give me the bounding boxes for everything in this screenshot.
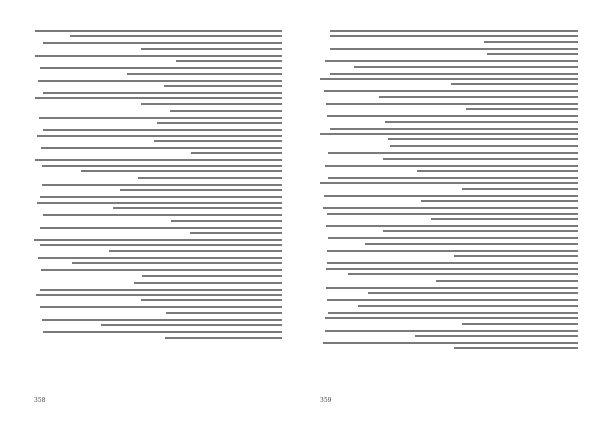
text-paragraph: [34, 331, 282, 338]
text-paragraph: [320, 165, 578, 172]
text-paragraph: [320, 48, 578, 55]
text-line: [330, 48, 578, 50]
text-line: [325, 330, 578, 332]
text-line: [436, 280, 578, 282]
text-paragraph: [34, 257, 282, 264]
text-paragraph: [34, 92, 282, 105]
text-line: [383, 158, 578, 160]
text-paragraph: [320, 342, 578, 349]
text-paragraph: [320, 30, 578, 43]
text-line: [328, 177, 578, 179]
text-line: [385, 121, 578, 123]
left-page-text: [34, 30, 282, 385]
text-line: [138, 177, 282, 179]
text-line: [141, 103, 282, 105]
text-line: [171, 220, 282, 222]
text-line: [42, 184, 282, 186]
text-line: [327, 250, 578, 252]
text-paragraph: [34, 269, 282, 276]
text-line: [487, 53, 578, 55]
text-line: [320, 78, 578, 80]
text-line: [81, 170, 282, 172]
text-line: [326, 287, 578, 289]
text-line: [328, 237, 578, 239]
text-paragraph: [320, 90, 578, 97]
text-line: [36, 294, 282, 296]
text-line: [42, 165, 282, 167]
text-line: [191, 152, 282, 154]
text-line: [326, 103, 578, 105]
text-line: [38, 80, 282, 82]
text-line: [325, 165, 578, 167]
text-line: [330, 73, 578, 75]
text-line: [37, 202, 282, 204]
text-paragraph: [320, 145, 578, 147]
text-line: [365, 243, 578, 245]
text-line: [43, 331, 282, 333]
text-paragraph: [320, 287, 578, 294]
text-line: [157, 122, 282, 124]
text-line: [327, 115, 578, 117]
text-paragraph: [34, 289, 282, 302]
text-line: [330, 128, 578, 130]
text-paragraph: [34, 42, 282, 49]
text-paragraph: [320, 250, 578, 257]
left-page-number: 358: [34, 397, 46, 404]
text-paragraph: [34, 117, 282, 124]
text-line: [141, 48, 282, 50]
text-line: [34, 239, 282, 241]
text-paragraph: [34, 129, 282, 142]
text-paragraph: [320, 280, 578, 282]
text-line: [320, 133, 578, 135]
text-paragraph: [34, 196, 282, 209]
text-line: [466, 108, 578, 110]
text-line: [348, 273, 578, 275]
text-line: [326, 268, 578, 270]
text-paragraph: [34, 306, 282, 313]
text-paragraph: [34, 30, 282, 37]
text-paragraph: [320, 177, 578, 190]
text-paragraph: [320, 73, 578, 86]
text-line: [383, 230, 578, 232]
text-paragraph: [320, 312, 578, 325]
text-line: [120, 189, 282, 191]
text-line: [327, 299, 578, 301]
text-line: [164, 85, 282, 87]
text-line: [190, 232, 282, 234]
text-line: [40, 227, 282, 229]
text-line: [40, 196, 282, 198]
text-paragraph: [320, 330, 578, 337]
text-line: [134, 282, 282, 284]
text-line: [327, 213, 578, 215]
text-line: [166, 312, 282, 314]
text-line: [388, 138, 578, 140]
text-line: [354, 66, 578, 68]
text-line: [330, 30, 578, 32]
text-paragraph: [34, 184, 282, 191]
text-line: [328, 152, 578, 154]
text-paragraph: [34, 67, 282, 74]
right-page-number: 359: [320, 397, 332, 404]
text-paragraph: [320, 237, 578, 244]
text-line: [454, 255, 578, 257]
text-line: [154, 140, 282, 142]
text-line: [43, 214, 282, 216]
text-line: [113, 207, 282, 209]
text-line: [101, 324, 282, 326]
text-line: [40, 306, 282, 308]
text-line: [37, 135, 282, 137]
text-line: [40, 244, 282, 246]
text-line: [72, 262, 282, 264]
text-line: [39, 117, 282, 119]
text-line: [451, 83, 578, 85]
text-line: [358, 305, 578, 307]
text-line: [176, 60, 282, 62]
text-line: [454, 347, 578, 349]
text-paragraph: [320, 60, 578, 67]
text-paragraph: [34, 147, 282, 154]
text-line: [327, 262, 578, 264]
text-paragraph: [34, 177, 282, 179]
text-line: [421, 200, 578, 202]
text-line: [40, 67, 282, 69]
text-line: [43, 42, 282, 44]
text-line: [462, 323, 578, 325]
text-paragraph: [320, 207, 578, 220]
text-line: [323, 207, 578, 209]
text-paragraph: [320, 299, 578, 306]
text-paragraph: [34, 110, 282, 112]
text-line: [325, 60, 578, 62]
text-line: [127, 73, 282, 75]
text-line: [431, 218, 578, 220]
text-paragraph: [34, 55, 282, 62]
text-line: [368, 292, 578, 294]
text-line: [141, 299, 282, 301]
text-line: [35, 55, 282, 57]
text-line: [70, 35, 282, 37]
text-line: [170, 110, 282, 112]
text-line: [390, 145, 578, 147]
right-page: [300, 0, 600, 424]
text-paragraph: [320, 195, 578, 202]
text-paragraph: [34, 159, 282, 172]
text-line: [323, 342, 578, 344]
text-paragraph: [320, 115, 578, 122]
text-line: [42, 319, 282, 321]
text-line: [417, 170, 578, 172]
text-line: [326, 225, 578, 227]
text-paragraph: [34, 214, 282, 221]
text-line: [324, 90, 578, 92]
text-line: [41, 147, 282, 149]
text-line: [320, 182, 578, 184]
text-line: [35, 97, 282, 99]
text-line: [142, 275, 282, 277]
text-paragraph: [34, 239, 282, 252]
text-paragraph: [320, 152, 578, 159]
text-paragraph: [34, 227, 282, 234]
text-line: [325, 317, 578, 319]
text-line: [484, 41, 578, 43]
text-line: [109, 250, 282, 252]
text-paragraph: [34, 80, 282, 87]
text-line: [41, 269, 282, 271]
text-line: [38, 257, 282, 259]
text-line: [43, 129, 282, 131]
text-line: [165, 337, 282, 339]
text-line: [324, 195, 578, 197]
text-line: [40, 289, 282, 291]
text-line: [379, 96, 578, 98]
text-line: [330, 35, 578, 37]
text-line: [43, 92, 282, 94]
right-page-text: [320, 30, 578, 385]
text-line: [328, 312, 578, 314]
text-paragraph: [320, 103, 578, 110]
text-line: [415, 335, 578, 337]
text-paragraph: [320, 262, 578, 275]
text-paragraph: [320, 128, 578, 141]
text-paragraph: [34, 319, 282, 326]
text-line: [462, 188, 578, 190]
text-line: [35, 159, 282, 161]
text-line: [35, 30, 282, 32]
text-paragraph: [320, 225, 578, 232]
text-paragraph: [34, 282, 282, 284]
